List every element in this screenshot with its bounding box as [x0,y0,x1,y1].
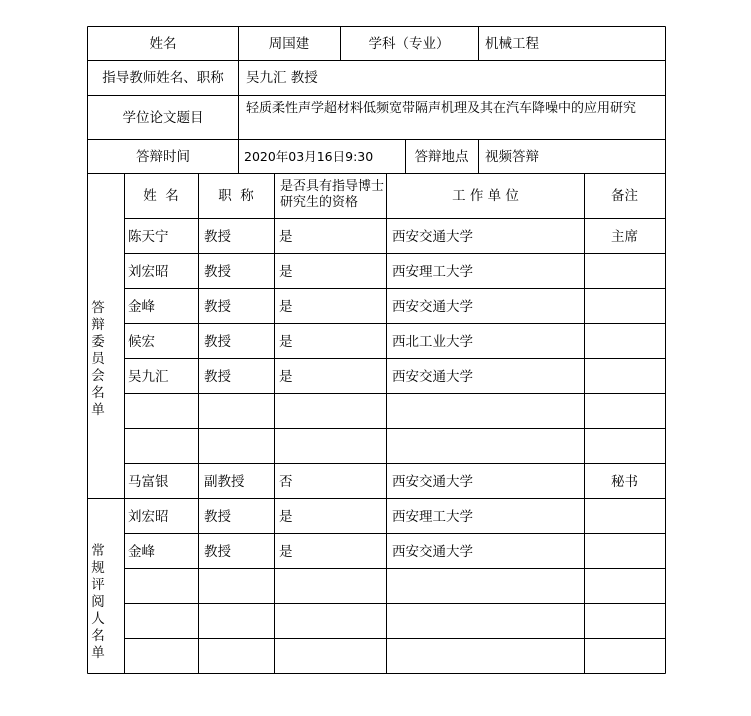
committee-name-cell: 金峰 [128,299,155,315]
reviewer-qualified-cell: 是 [279,509,293,525]
committee-name-cell: 吴九汇 [128,369,169,385]
committee-qualified-cell: 是 [279,264,293,280]
committee-unit-cell: 西安交通大学 [392,299,473,315]
committee-qualified-cell: 是 [279,299,293,315]
committee-unit-cell: 西安交通大学 [392,229,473,245]
advisor-label: 指导教师姓名、职称 [102,70,224,86]
col-header-title: 职 称 [218,188,254,204]
committee-title-cell: 教授 [204,369,231,385]
committee-unit-cell: 西安交通大学 [392,369,473,385]
col-header-note: 备注 [611,188,638,204]
name-value: 周国建 [268,36,310,52]
committee-title-cell: 教授 [204,264,231,280]
reviewer-name-cell: 刘宏昭 [128,509,169,525]
defense-place-value: 视频答辩 [485,149,539,165]
committee-name-cell: 刘宏昭 [128,264,169,280]
subject-value: 机械工程 [485,36,539,52]
col-header-name: 姓 名 [143,188,179,204]
committee-name-cell: 候宏 [128,334,155,350]
defense-place-label: 答辩地点 [414,149,469,165]
reviewer-unit-cell: 西安交通大学 [392,544,473,560]
committee-section-label: 答辩委员会名单 [91,300,105,418]
name-label: 姓名 [149,36,177,52]
reviewer-unit-cell: 西安理工大学 [392,509,473,525]
committee-unit-cell: 西安交通大学 [392,474,473,490]
col-header-unit: 工 作 单 位 [452,188,519,204]
committee-title-cell: 副教授 [204,474,245,490]
committee-note-cell: 主席 [611,229,638,245]
committee-unit-cell: 西安理工大学 [392,264,473,280]
reviewers-section-label: 常规评阅人名单 [91,543,105,661]
advisor-value: 吴九汇 教授 [246,70,318,86]
col-header-qualified: 是否具有指导博士研究生的资格 [280,179,385,210]
committee-qualified-cell: 是 [279,369,293,385]
defense-time-label: 答辩时间 [136,149,190,165]
committee-unit-cell: 西北工业大学 [392,334,473,350]
defense-time-value: 2020年03月16日9:30 [244,149,374,164]
reviewer-title-cell: 教授 [204,509,231,525]
committee-name-cell: 马富银 [128,474,169,490]
committee-qualified-cell: 否 [279,474,293,490]
thesis-value: 轻质柔性声学超材料低频宽带隔声机理及其在汽车降噪中的应用研究 [246,101,637,116]
committee-title-cell: 教授 [204,229,231,245]
reviewer-name-cell: 金峰 [128,544,155,560]
committee-title-cell: 教授 [204,334,231,350]
thesis-label: 学位论文题目 [122,110,204,126]
reviewer-qualified-cell: 是 [279,544,293,560]
reviewer-title-cell: 教授 [204,544,231,560]
committee-name-cell: 陈天宁 [128,229,169,245]
committee-qualified-cell: 是 [279,334,293,350]
committee-qualified-cell: 是 [279,229,293,245]
committee-title-cell: 教授 [204,299,231,315]
subject-label: 学科（专业） [368,36,450,52]
committee-note-cell: 秘书 [611,474,638,490]
